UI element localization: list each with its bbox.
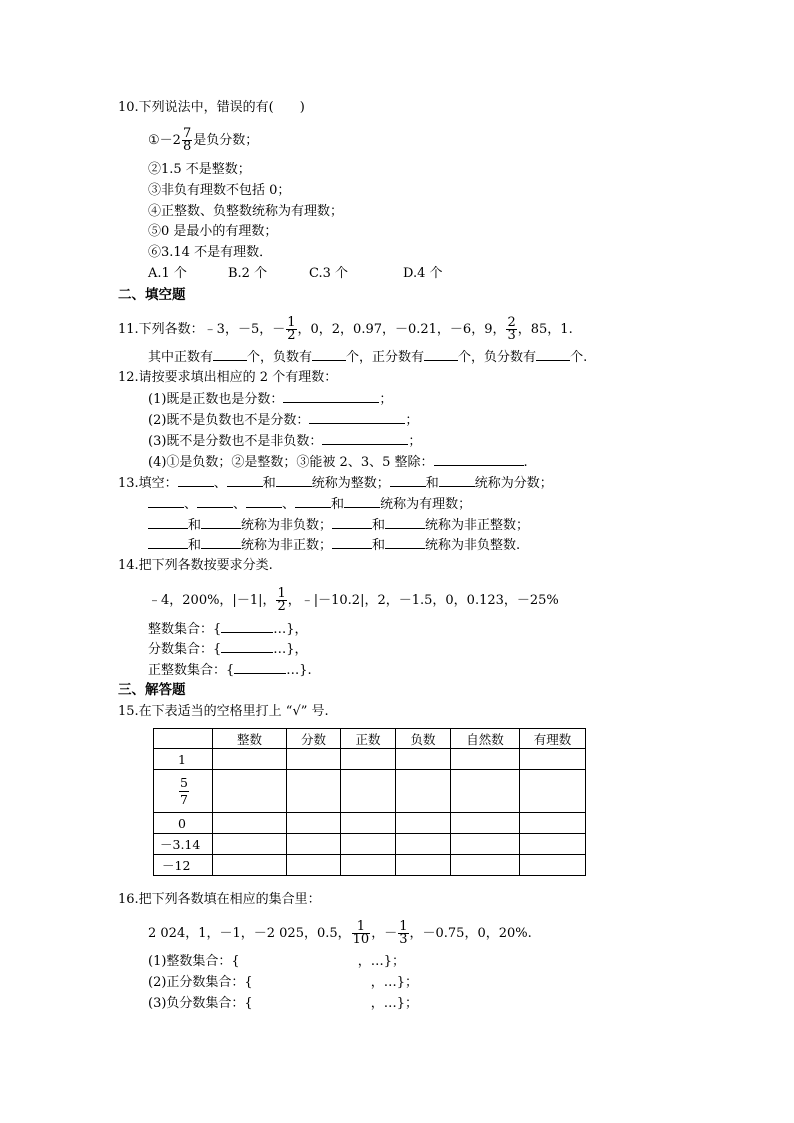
column-header (154, 729, 213, 749)
check-cell[interactable] (287, 770, 341, 813)
q14-stem: 14.把下列各数按要求分类. (118, 558, 273, 573)
check-cell[interactable] (341, 834, 396, 855)
section-heading-fill-in: 二、填空题 (118, 287, 186, 303)
q11-numbers: 11.下列各数：﹣3，－5，－ $\frac{1}{2}$ ，0，2，0.97，－0.21，－6，9， $\frac{2}{3}$ ，85，1. (118, 315, 573, 343)
check-cell[interactable] (213, 834, 287, 855)
table-row (154, 813, 586, 834)
table-row (154, 834, 586, 855)
answer-blank[interactable] (424, 348, 458, 361)
q15-stem: 15.在下表适当的空格里打上 “√” 号. (118, 704, 329, 719)
answer-blank[interactable] (390, 474, 426, 487)
q16-negative-fraction-set: (3)负分数集合：{ ，…}； (148, 996, 418, 1011)
q12-item-4: (4)①是负数；②是整数；③能被 2、3、5 整除： . (148, 455, 528, 470)
column-header: 负数 (396, 729, 451, 749)
q10-statement-2: ②1.5 不是整数； (148, 162, 251, 177)
check-cell[interactable] (396, 855, 451, 876)
q10-statement-6: ⑥3.14 不是有理数． (148, 245, 273, 260)
answer-blank[interactable] (213, 348, 247, 361)
answer-blank[interactable] (312, 348, 346, 361)
q12-item-3: (3)既不是分数也不是非负数： ； (148, 434, 422, 449)
section-heading-answer: 三、解答题 (118, 682, 186, 698)
column-header: 正数 (341, 729, 396, 749)
answer-blank[interactable] (221, 640, 273, 653)
answer-blank[interactable] (309, 411, 405, 424)
check-cell[interactable] (451, 749, 520, 770)
column-header: 有理数 (520, 729, 586, 749)
check-cell[interactable] (451, 813, 520, 834)
check-cell[interactable] (451, 834, 520, 855)
row-label: 1 (154, 749, 213, 770)
fraction: $\frac{1}{10}$ (352, 919, 370, 947)
q16-stem: 16.把下列各数填在相应的集合里： (118, 892, 321, 907)
check-cell[interactable] (396, 834, 451, 855)
q14-positive-integer-set: 正整数集合：{ …}. (148, 663, 312, 678)
q13-line-1: 13.填空： 、 和 统称为整数； 和 统称为分数； (118, 476, 553, 491)
q12-item-2: (2)既不是负数也不是分数： ； (148, 413, 419, 428)
answer-blank[interactable] (148, 536, 188, 549)
answer-blank[interactable] (385, 516, 425, 529)
column-header: 自然数 (451, 729, 520, 749)
answer-blank[interactable] (221, 620, 273, 633)
q12-stem: 12.请按要求填出相应的 2 个有理数： (118, 370, 338, 385)
column-header: 整数 (213, 729, 287, 749)
check-cell[interactable] (341, 749, 396, 770)
check-cell[interactable] (341, 813, 396, 834)
q14-integer-set: 整数集合：{ …}， (148, 622, 308, 637)
answer-blank[interactable] (201, 516, 241, 529)
table-row (154, 770, 586, 813)
check-cell[interactable] (396, 770, 451, 813)
check-cell[interactable] (396, 749, 451, 770)
check-cell[interactable] (287, 813, 341, 834)
answer-blank[interactable] (276, 474, 312, 487)
q13-line-3: 和 统称为非负数； 和 统称为非正整数； (148, 516, 529, 534)
q16-integer-set: (1)整数集合：{ ，…}； (148, 954, 405, 969)
q10-statement-1: ①－2 $\frac{7}{8}$ 是负分数； (148, 126, 259, 154)
q12-item-1: (1)既是正数也是分数： ； (148, 392, 393, 407)
row-label: －12 (154, 855, 213, 876)
q13-line-2: 、 、 、 和 统称为有理数； (148, 495, 471, 513)
q11-blanks: 其中正数有 个，负数有 个，正分数有 个，负分数有 个. (148, 350, 588, 365)
fraction: $\frac{1}{2}$ (277, 586, 286, 614)
q14-numbers: ﹣4，200%，|－1|， $\frac{1}{2}$ ，﹣|－10.2|，2，－1.5，0，0.123，－25% (148, 586, 559, 614)
check-cell[interactable] (520, 813, 586, 834)
answer-blank[interactable] (201, 536, 241, 549)
row-label: －3.14 (154, 834, 213, 855)
check-cell[interactable] (520, 770, 586, 813)
q10-option-d: D.4 个 (403, 266, 443, 281)
answer-blank[interactable] (295, 495, 331, 508)
q10-option-c: C.3 个 (309, 266, 349, 281)
q10-statement-3: ③非负有理数不包括 0； (148, 183, 291, 198)
check-cell[interactable] (341, 855, 396, 876)
q16-numbers: 2 024，1，－1，－2 025，0.5， $\frac{1}{10}$ ，－ $\frac{1}{3}$ ，－0.75，0，20%. (148, 919, 532, 947)
check-cell[interactable] (451, 770, 520, 813)
answer-blank[interactable] (385, 536, 425, 549)
fraction: $\frac{7}{8}$ (182, 126, 192, 154)
check-cell[interactable] (396, 813, 451, 834)
q10-option-a: A.1 个 (148, 266, 187, 281)
fraction: $\frac{2}{3}$ (507, 315, 516, 343)
fraction: $\frac{5}{7}$ (180, 774, 188, 807)
answer-blank[interactable] (227, 474, 263, 487)
fraction: $\frac{1}{2}$ (287, 315, 296, 343)
q10-statement-4: ④正整数、负整数统称为有理数； (148, 204, 344, 219)
answer-blank[interactable] (332, 516, 372, 529)
check-cell[interactable] (213, 770, 287, 813)
q14-fraction-set: 分数集合：{ …}， (148, 642, 308, 657)
answer-blank[interactable] (148, 495, 184, 508)
check-cell[interactable] (213, 749, 287, 770)
check-cell[interactable] (287, 855, 341, 876)
answer-blank[interactable] (197, 495, 233, 508)
check-cell[interactable] (287, 834, 341, 855)
answer-blank[interactable] (148, 516, 188, 529)
answer-blank[interactable] (344, 495, 380, 508)
answer-blank[interactable] (332, 536, 372, 549)
answer-blank[interactable] (234, 661, 286, 674)
check-cell[interactable] (213, 855, 287, 876)
check-cell[interactable] (520, 855, 586, 876)
answer-blank[interactable] (439, 474, 475, 487)
row-label: 0 (154, 813, 213, 834)
answer-blank[interactable] (536, 348, 570, 361)
check-cell[interactable] (287, 749, 341, 770)
table-row (154, 749, 586, 770)
check-cell[interactable] (520, 834, 586, 855)
row-label (154, 770, 213, 813)
answer-blank[interactable] (178, 474, 214, 487)
answer-blank[interactable] (283, 390, 379, 403)
q16-positive-fraction-set: (2)正分数集合：{ ，…}； (148, 975, 418, 990)
table-header-row (154, 729, 586, 749)
column-header: 分数 (287, 729, 341, 749)
answer-blank[interactable] (434, 453, 524, 466)
q13-line-4: 和 统称为非正数； 和 统称为非负整数. (148, 536, 520, 554)
check-cell[interactable] (451, 855, 520, 876)
check-cell[interactable] (520, 749, 586, 770)
q10-statement-5: ⑤0 是最小的有理数； (148, 224, 278, 239)
answer-blank[interactable] (246, 495, 282, 508)
table-row (154, 855, 586, 876)
classification-table (153, 728, 586, 876)
fraction: $\frac{1}{3}$ (399, 919, 408, 947)
q10-stem: 10.下列说法中，错误的有( ) (118, 100, 305, 115)
check-cell[interactable] (341, 770, 396, 813)
answer-blank[interactable] (322, 432, 408, 445)
check-cell[interactable] (213, 813, 287, 834)
q10-option-b: B.2 个 (228, 266, 268, 281)
